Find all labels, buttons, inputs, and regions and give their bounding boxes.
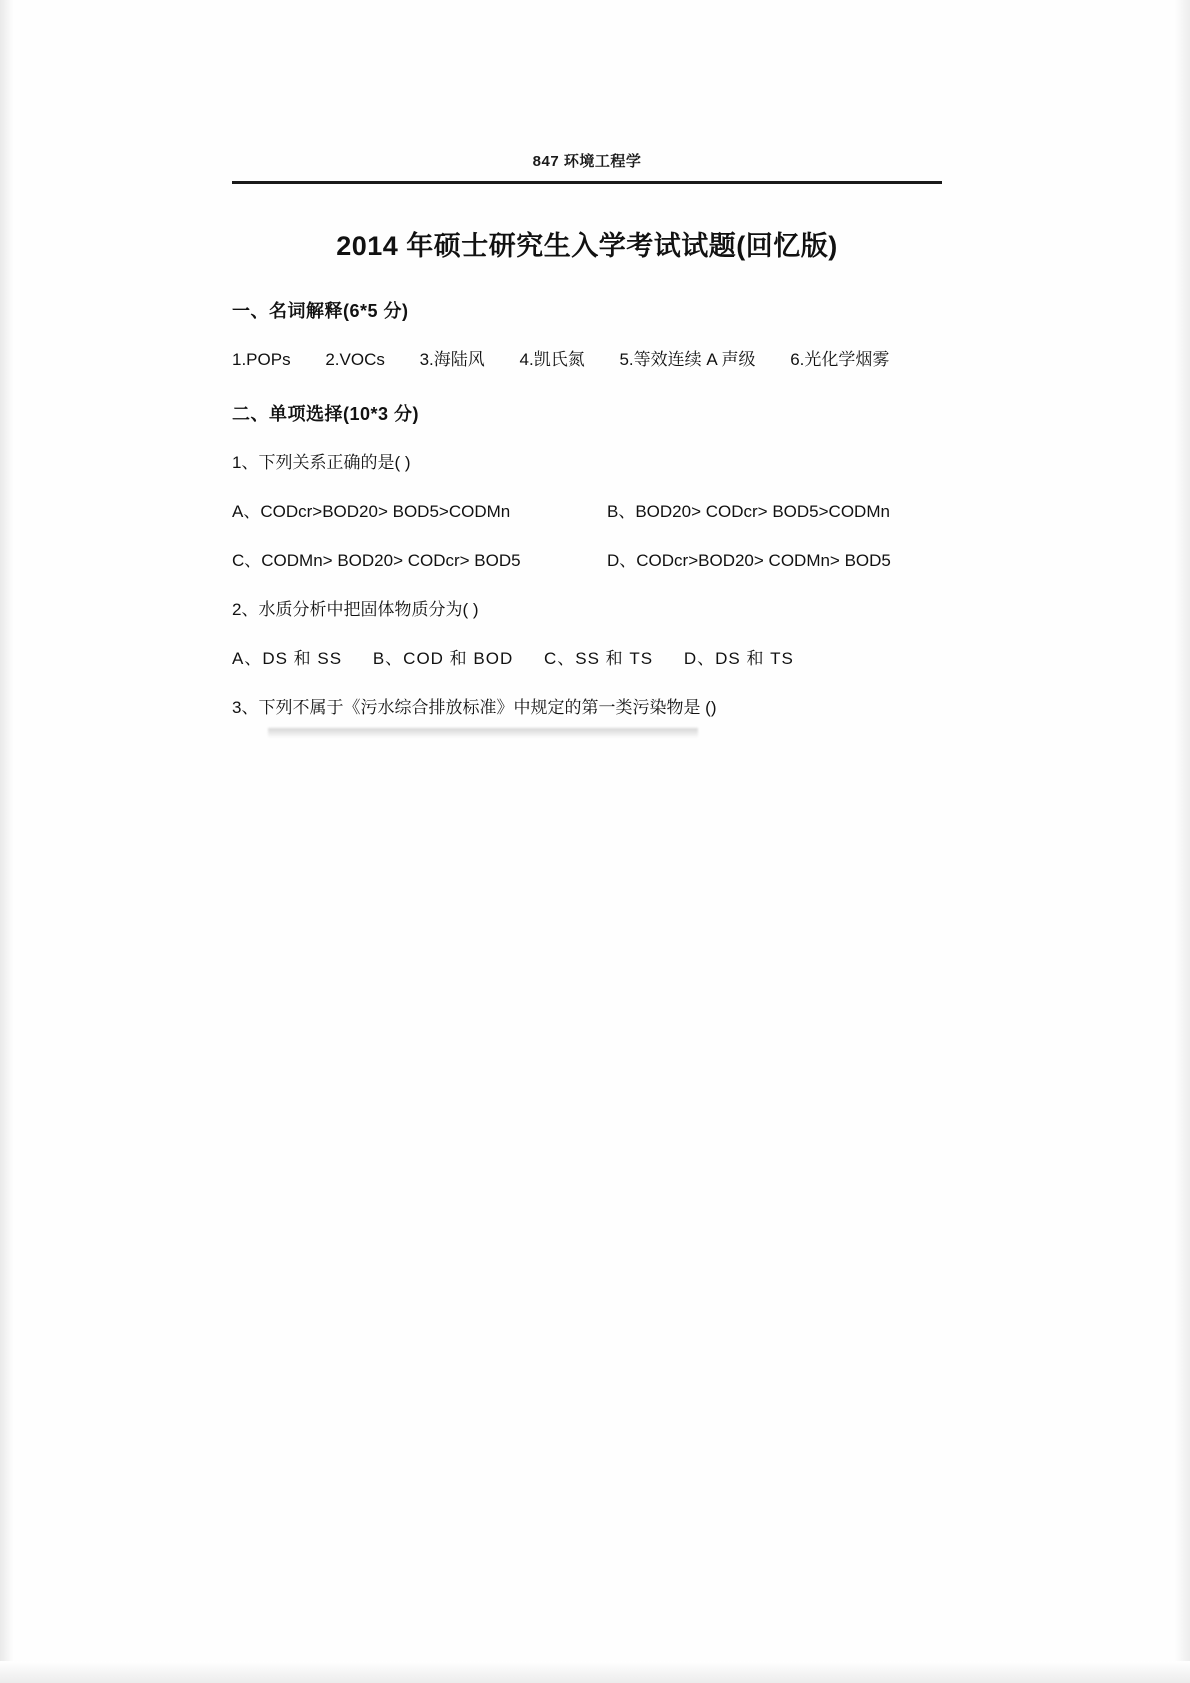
scan-artifact xyxy=(268,728,698,738)
question-options xyxy=(232,497,942,522)
option-b: B、BOD20> CODcr> BOD5>CODMn xyxy=(607,502,890,521)
term-item: 1.POPs xyxy=(232,350,291,369)
section-heading-terms: 一、名词解释(6*5 分) xyxy=(232,301,409,321)
scan-edge-bottom xyxy=(0,1661,1190,1683)
term-item: 5.等效连续 A 声级 xyxy=(619,350,756,369)
term-item: 4.凯氏氮 xyxy=(519,350,585,369)
question-stem: 1、下列关系正确的是( ) xyxy=(232,453,411,472)
term-item: 2.VOCs xyxy=(325,350,385,369)
option-d: D、DS 和 TS xyxy=(683,649,794,668)
question-stem: 3、下列不属于《污水综合排放标准》中规定的第一类污染物是 () xyxy=(232,698,717,717)
header-rule xyxy=(232,181,942,184)
page-title: 2014 年硕士研究生入学考试试题(回忆版) xyxy=(336,231,838,261)
question-options xyxy=(232,546,942,571)
term-item: 6.光化学烟雾 xyxy=(790,350,890,369)
option-a: A、DS 和 SS xyxy=(232,649,343,668)
question-stem: 2、水质分析中把固体物质分为( ) xyxy=(232,600,479,619)
question-options xyxy=(232,644,942,669)
terms-list xyxy=(232,345,942,370)
option-c: C、SS 和 TS xyxy=(543,649,654,668)
scan-edge-right xyxy=(1174,0,1190,1683)
term-item: 3.海陆风 xyxy=(419,350,485,369)
option-a: A、CODcr>BOD20> BOD5>CODMn xyxy=(232,502,511,521)
scan-edge-left xyxy=(0,0,14,1683)
running-head: 847 环境工程学 xyxy=(532,153,642,170)
option-d: D、CODcr>BOD20> CODMn> BOD5 xyxy=(607,551,891,570)
option-c: C、CODMn> BOD20> CODcr> BOD5 xyxy=(232,551,521,570)
section-heading-choice: 二、单项选择(10*3 分) xyxy=(232,404,420,424)
document-content xyxy=(232,150,942,738)
option-b: B、COD 和 BOD xyxy=(372,649,514,668)
